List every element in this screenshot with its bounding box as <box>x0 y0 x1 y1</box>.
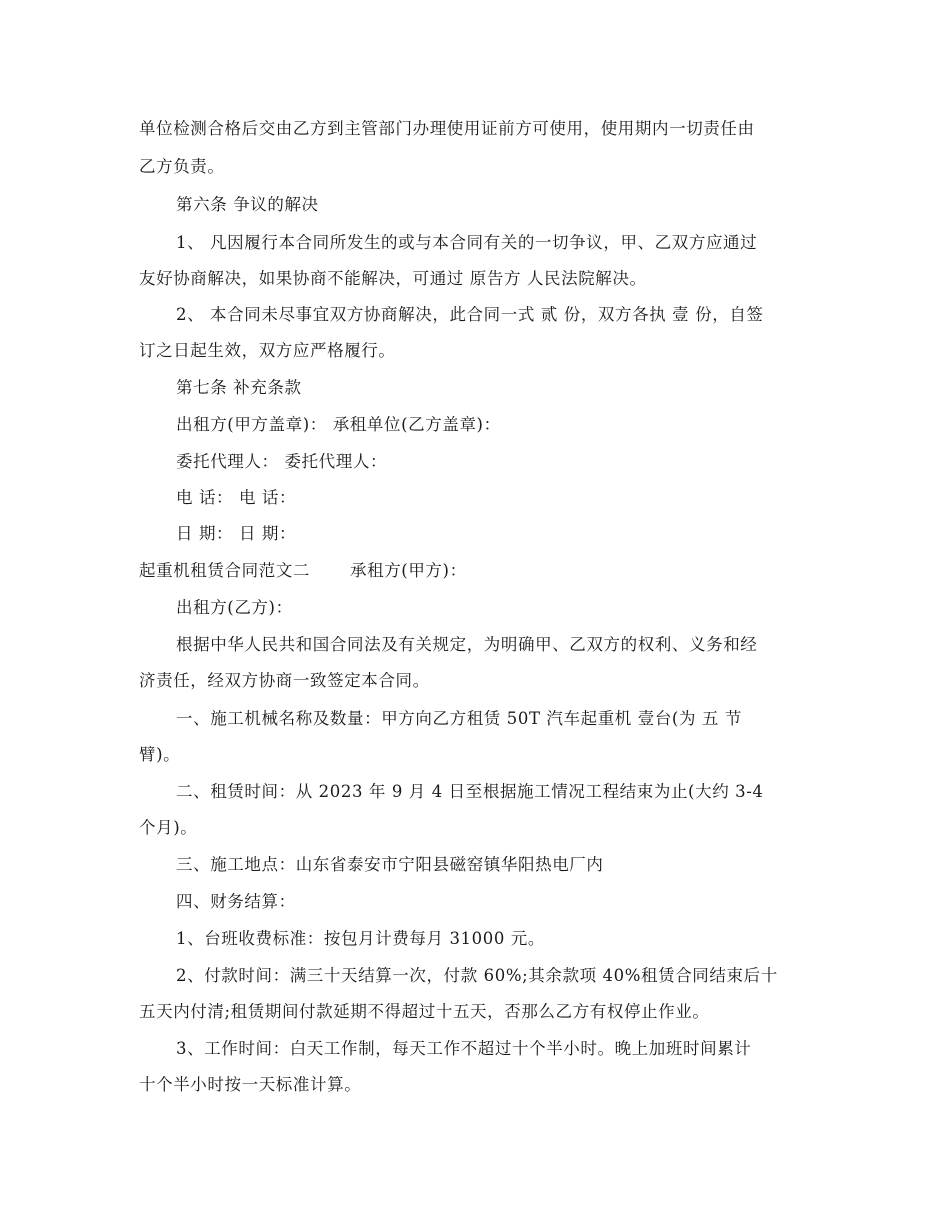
section-heading: 第六条 争议的解决 <box>176 195 319 214</box>
text-line: 1、 凡因履行本合同所发生的或与本合同有关的一切争议，甲、乙双方应通过 <box>176 233 758 252</box>
signature-line: 委托代理人： 委托代理人： <box>176 452 388 471</box>
text-line: 二、租赁时间：从 2023 年 9 月 4 日至根据施工情况工程结束为止(大约 3-4 <box>176 782 764 801</box>
text-line: 根据中华人民共和国合同法及有关规定，为明确甲、乙双方的权利、义务和经 <box>176 635 758 654</box>
sample-title: 起重机租赁合同范文二 <box>139 561 310 580</box>
text-line: 四、财务结算： <box>176 892 296 911</box>
text-line: 济责任，经双方协商一致签定本合同。 <box>139 671 430 690</box>
section-heading: 第七条 补充条款 <box>176 378 302 397</box>
text-line: 一、施工机械名称及数量：甲方向乙方租赁 50T 汽车起重机 壹台(为 五 节 <box>176 709 742 728</box>
text-line: 友好协商解决，如果协商不能解决，可通过 原告方 人民法院解决。 <box>139 269 647 288</box>
text-line: 三、施工地点：山东省泰安市宁阳县磁窑镇华阳热电厂内 <box>176 855 604 874</box>
text-line: 单位检测合格后交由乙方到主管部门办理使用证前方可使用，使用期内一切责任由 <box>139 119 755 138</box>
text-line: 3、工作时间：白天工作制，每天工作不超过十个半小时。晚上加班时间累计 <box>176 1039 752 1058</box>
signature-line: 日 期： 日 期： <box>176 524 297 543</box>
text-line: 十个半小时按一天标准计算。 <box>139 1075 362 1094</box>
lessor-label: 出租方(乙方)： <box>176 598 293 617</box>
text-line: 订之日起生效，双方应严格履行。 <box>139 341 396 360</box>
signature-line: 出租方(甲方盖章)： 承租单位(乙方盖章)： <box>176 415 501 434</box>
text-line: 1、台班收费标准：按包月计费每月 31000 元。 <box>176 929 545 948</box>
sample-title-line <box>139 560 467 582</box>
text-line: 五天内付清;租赁期间付款延期不得超过十五天，否那么乙方有权停止作业。 <box>139 1002 710 1021</box>
signature-line: 电 话： 电 话： <box>176 488 297 507</box>
lessee-label: 承租方(甲方)： <box>350 561 467 580</box>
text-line: 臂)。 <box>139 745 181 764</box>
text-line: 2、付款时间：满三十天结算一次，付款 60%;其余款项 40%租赁合同结束后十 <box>176 966 778 985</box>
text-line: 个月)。 <box>139 818 198 837</box>
text-line: 乙方负责。 <box>139 157 225 176</box>
text-line: 2、 本合同未尽事宜双方协商解决，此合同一式 贰 份，双方各执 壹 份，自签 <box>176 305 764 324</box>
